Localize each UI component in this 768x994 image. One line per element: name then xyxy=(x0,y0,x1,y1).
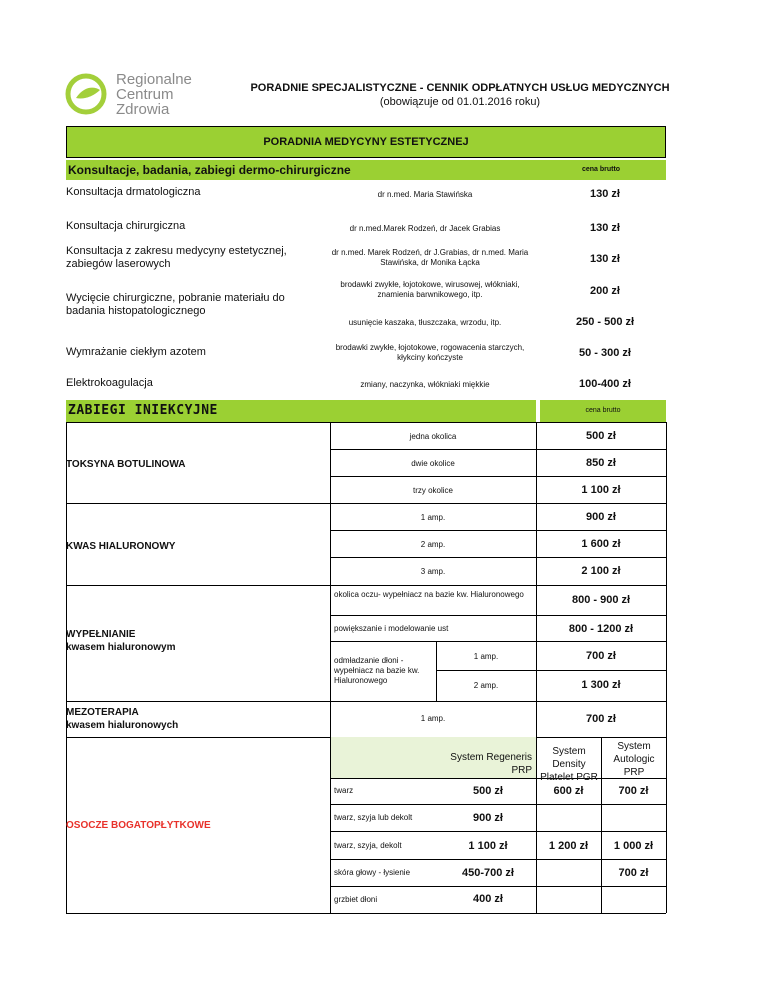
consult-row-2-price: 130 zł xyxy=(590,222,620,234)
consult-row-3-price: 130 zł xyxy=(590,253,620,265)
prp-row-1-p3: 700 zł xyxy=(618,785,649,797)
consult-row-4-price: 200 zł xyxy=(590,285,620,297)
botox-row-1-detail: jedna okolica xyxy=(409,432,457,441)
prp-row-1-area: twarz xyxy=(334,786,354,795)
document-title: PORADNIE SPECJALISTYCZNE - CENNIK ODPŁATNYCH USŁUG MEDYCZNYCH xyxy=(250,82,670,94)
prp-row-4-p3: 700 zł xyxy=(618,867,649,879)
filler-hands-row-1-amp: 1 amp. xyxy=(473,652,499,661)
consult-row-2-name: Konsultacja chirurgiczna xyxy=(66,220,186,232)
filler-hands-row-1-price: 700 zł xyxy=(586,650,616,662)
consult-row-1-price: 130 zł xyxy=(590,188,620,200)
prp-row-5-area: grzbiet dłoni xyxy=(334,895,378,904)
consult-row-1-detail: dr n.med. Maria Stawińska xyxy=(377,190,473,199)
filler-hands-detail: odmładzanie dłoni - wypełniacz na bazie kw. Hialuronowego xyxy=(334,656,420,685)
consult-row-1-name: Konsultacja drmatologiczna xyxy=(66,186,201,198)
prp-row-4-p1: 450-700 zł xyxy=(462,867,514,879)
consult-price-label-cell xyxy=(536,160,666,180)
prp-row-1-p2: 600 zł xyxy=(553,785,584,797)
document-subtitle: (obowiązuje od 01.01.2016 roku) xyxy=(379,96,541,108)
prp-row-3-p1: 1 100 zł xyxy=(468,840,508,852)
consult-row-4-price-2: 250 - 500 zł xyxy=(575,316,635,328)
hyal-row-1-price: 900 zł xyxy=(586,511,616,523)
filler-eye-price: 800 - 900 zł xyxy=(571,594,631,606)
botox-row-2-detail: dwie okolice xyxy=(411,459,455,468)
filler-name-2: kwasem hialuronowym xyxy=(66,642,176,653)
botox-row-1-price: 500 zł xyxy=(586,430,616,442)
section-title-bar xyxy=(66,126,666,158)
logo-line-1: Regionalne xyxy=(116,71,192,88)
filler-lips-detail: powiększanie i modelowanie ust xyxy=(334,624,449,633)
consult-row-6-price: 100-400 zł xyxy=(579,378,631,390)
prp-row-1-p1: 500 zł xyxy=(473,785,503,797)
prp-row-2-p1: 900 zł xyxy=(473,812,503,824)
consult-row-5-name: Wymrażanie ciekłym azotem xyxy=(66,346,206,358)
consult-row-5-detail: brodawki zwykłe, łojotokowe, rogowacenia starczych, kłykciny kończyste xyxy=(335,343,525,362)
consult-row-6-detail: zmiany, naczynka, włókniaki miękkie xyxy=(360,380,490,389)
meso-detail: 1 amp. xyxy=(420,714,446,723)
hyal-row-3-price: 2 100 zł xyxy=(581,565,621,577)
section-title: PORADNIA MEDYCYNY ESTETYCZNEJ xyxy=(263,136,469,148)
consult-heading: Konsultacje, badania, zabiegi dermo-chirurgiczne xyxy=(68,163,351,177)
hyal-name: KWAS HIALURONOWY xyxy=(66,541,176,552)
consult-row-2-detail: dr n.med.Marek Rodzeń, dr Jacek Grabias xyxy=(349,224,501,233)
prp-row-3-p2: 1 200 zł xyxy=(548,840,589,852)
hyal-row-1-detail: 1 amp. xyxy=(420,513,446,522)
consult-row-6-name: Elektrokoagulacja xyxy=(66,377,153,389)
inject-heading-bar xyxy=(66,400,536,422)
consult-row-4-name: Wycięcie chirurgiczne, pobranie materiału do badania histopatologicznego xyxy=(66,292,285,317)
prp-row-4-area: skóra głowy - łysienie xyxy=(334,868,411,877)
prp-row-2-area: twarz, szyja lub dekolt xyxy=(334,813,413,822)
prp-col-3-header: System Autologic PRP xyxy=(613,741,655,778)
hyal-row-3-detail: 3 amp. xyxy=(420,567,446,576)
filler-name-1: WYPEŁNIANIE xyxy=(66,629,136,640)
meso-price: 700 zł xyxy=(586,713,616,725)
meso-name-2: kwasem hialuronowych xyxy=(66,720,179,731)
prp-name: OSOCZE BOGATOPŁYTKOWE xyxy=(66,820,211,831)
consult-row-4-detail: brodawki zwykłe, łojotokowe, wirusowej, włókniaki, znamienia barwnikowego, itp. xyxy=(340,280,520,299)
botox-name: TOKSYNA BOTULINOWA xyxy=(66,459,186,470)
logo-icon xyxy=(64,72,108,116)
filler-hands-row-2-price: 1 300 zł xyxy=(581,679,621,691)
prp-col-2-header: System Density Platelet PGR xyxy=(540,746,598,783)
consult-row-3-name: Konsultacja z zakresu medycyny estetycznej, zabiegów laserowych xyxy=(66,245,287,270)
consult-price-label: cena brutto xyxy=(581,166,621,173)
prp-col-1-header: System Regeneris PRP xyxy=(450,752,532,776)
prp-row-3-p3: 1 000 zł xyxy=(613,840,654,852)
consult-row-3-detail: dr n.med. Marek Rodzeń, dr J.Grabias, dr n.med. Maria Stawińska, dr Monika Łącka xyxy=(331,248,529,267)
filler-hands-row-2-amp: 2 amp. xyxy=(473,681,499,690)
botox-row-2-price: 850 zł xyxy=(586,457,616,469)
prp-row-5-p1: 400 zł xyxy=(473,893,503,905)
consult-row-5-price: 50 - 300 zł xyxy=(579,347,631,359)
filler-lips-price: 800 - 1200 zł xyxy=(568,623,634,635)
hyal-row-2-detail: 2 amp. xyxy=(420,540,446,549)
logo xyxy=(64,70,204,120)
hyal-row-2-price: 1 600 zł xyxy=(581,538,621,550)
botox-row-3-price: 1 100 zł xyxy=(581,484,621,496)
inject-price-label: cena brutto xyxy=(585,407,621,414)
prp-row-3-area: twarz, szyja, dekolt xyxy=(334,841,402,850)
logo-line-2: Centrum xyxy=(116,86,174,103)
inject-price-label-cell xyxy=(540,400,666,422)
consult-heading-bar xyxy=(66,160,536,180)
inject-heading: ZABIEGI INIEKCYJNE xyxy=(68,403,218,418)
meso-name-1: MEZOTERAPIA xyxy=(66,707,139,718)
logo-line-3: Zdrowia xyxy=(116,101,170,118)
consult-row-4-detail-2: usunięcie kaszaka, tłuszczaka, wrzodu, itp. xyxy=(348,318,502,327)
botox-row-3-detail: trzy okolice xyxy=(412,486,453,495)
filler-eye-detail: okolica oczu- wypełniacz na bazie kw. Hialuronowego xyxy=(334,590,524,599)
